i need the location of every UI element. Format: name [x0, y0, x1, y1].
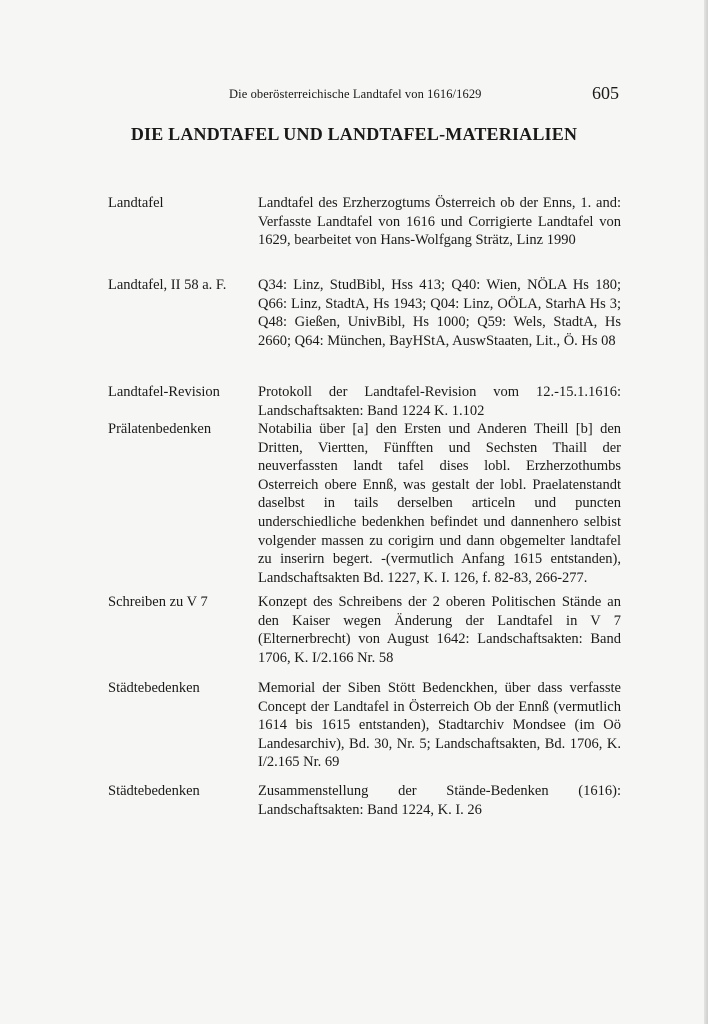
- running-title: Die oberösterreichische Landtafel von 1616/1629: [229, 87, 482, 101]
- entry-description: Zusammenstellung der Stände-Bedenken (1616): Landschaftsakten: Band 1224, K. I. 26: [258, 783, 621, 818]
- page-title: DIE LANDTAFEL UND LANDTAFEL-MATERIALIEN: [130, 124, 578, 144]
- entry-description: Protokoll der Landtafel-Revision vom 12.-15.1.1616: Landschaftsakten: Band 1224 K. 1.102: [258, 384, 621, 419]
- entry-description: Konzept des Schreibens der 2 oberen Politischen Stände an den Kaiser wegen Änderung der Landtafel in V 7 (Elternerbrecht) von August 1642: Landschaftsakten: Band 1706, K. I/2.166 Nr. 58: [258, 594, 621, 666]
- entry-description: Memorial der Siben Stött Bedenckhen, über dass verfasste Concept der Landtafel in Österreich Ob der Ennß (vermutlich 1614 bis 1615 entstanden), Stadtarchiv Mondsee (im Oö Landesarchiv), Bd. 30, Nr. 5; Landschaftsakten, Bd. 1706, K. I/2.165 Nr. 69: [258, 680, 621, 771]
- entry-term: Städtebedenken: [108, 680, 200, 696]
- entry-term: Landtafel-Revision: [108, 384, 220, 400]
- page-edge: [704, 0, 708, 1024]
- entry-description: Landtafel des Erzherzogtums Österreich ob der Enns, 1. and: Verfasste Landtafel von 1616 und Corrigierte Landtafel von 1629, bearbeitet von Hans-Wolfgang Strätz, Linz 1990: [258, 195, 621, 249]
- entry-term: Städtebedenken: [108, 783, 200, 799]
- entry-term: Landtafel: [108, 195, 164, 211]
- page-number: 605: [592, 83, 619, 103]
- entry-term: Schreiben zu V 7: [108, 594, 208, 610]
- entry-description: Q34: Linz, StudBibl, Hss 413; Q40: Wien, NÖLA Hs 180; Q66: Linz, StadtA, Hs 1943; Q04: Linz, OÖLA, StarhA Hs 3; Q48: Gießen, UnivBibl, Hs 1000; Q59: Wels, StadtA, Hs 2660; Q64: München, BayHStA, AuswStaaten, Lit., Ö. Hs 08: [258, 277, 621, 349]
- entry-term: Prälatenbedenken: [108, 421, 212, 437]
- entry-term: Landtafel, II 58 a. F.: [108, 277, 227, 293]
- entry-description: Notabilia über [a] den Ersten und Anderen Theill [b] den Dritten, Viertten, Fünfften und Sechsten Thaill der neuverfassten landt tafel dises lobl. Erzherzothumbs Osterreich obere Ennß, was gestalt der lobl. Praelatenstandt daselbst in tails derselben articeln und puncten underschiedliche bedenkhen befindet und dannenhero selbist volgender massen zu corigirn und dann obgemelter landtafel zu inserirn begert. -(vermutlich Anfang 1615 entstanden), Landschaftsakten Bd. 1227, K. I. 126, f. 82-83, 266-277.: [258, 421, 621, 586]
